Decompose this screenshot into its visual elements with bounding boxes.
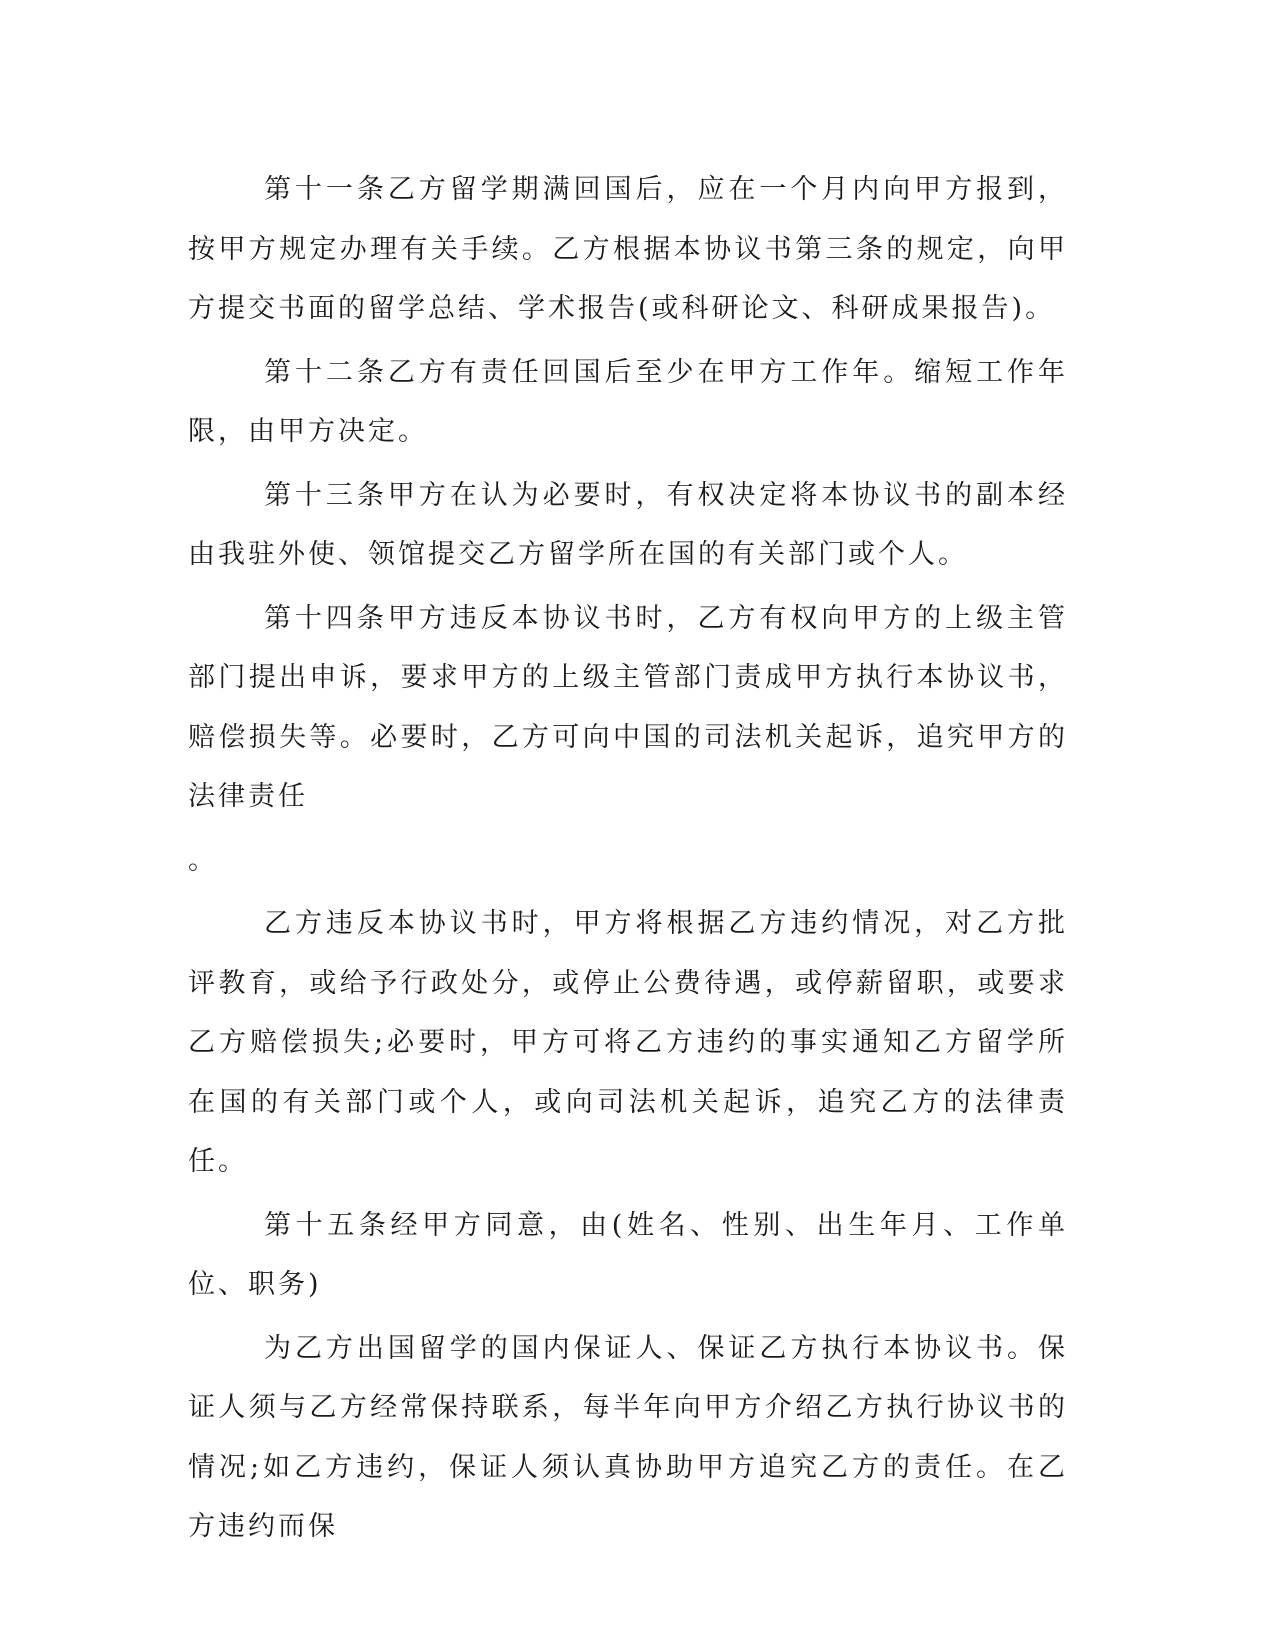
document-body <box>188 160 1068 1557</box>
paragraph-article-13: 第十三条甲方在认为必要时，有权决定将本协议书的副本经由我驻外使、领馆提交乙方留学所在国的有关部门或个人。 <box>188 479 1068 570</box>
paragraph-article-14-trailing-period: 。 <box>188 844 218 876</box>
paragraph-article-15: 第十五条经甲方同意，由(姓名、性别、出生年月、工作单位、职务) <box>188 1209 1068 1300</box>
paragraph-article-11: 第十一条乙方留学期满回国后，应在一个月内向甲方报到，按甲方规定办理有关手续。乙方根据本协议书第三条的规定，向甲方提交书面的留学总结、学术报告(或科研论文、科研成果报告)。 <box>188 174 1068 324</box>
paragraph-guarantor: 为乙方出国留学的国内保证人、保证乙方执行本协议书。保证人须与乙方经常保持联系，每半年向甲方介绍乙方执行协议书的情况;如乙方违约，保证人须认真协助甲方追究乙方的责任。在乙方违约而保 <box>188 1332 1068 1542</box>
paragraph-article-14: 第十四条甲方违反本协议书时，乙方有权向甲方的上级主管部门提出申诉，要求甲方的上级主管部门责成甲方执行本协议书，赔偿损失等。必要时，乙方可向中国的司法机关起诉，追究甲方的法律责任 <box>188 602 1068 812</box>
paragraph-party-b-violation: 乙方违反本协议书时，甲方将根据乙方违约情况，对乙方批评教育，或给予行政处分，或停止公费待遇，或停薪留职，或要求乙方赔偿损失;必要时，甲方可将乙方违约的事实通知乙方留学所在国的有关部门或个人，或向司法机关起诉，追究乙方的法律责任。 <box>188 908 1068 1177</box>
paragraph-article-12: 第十二条乙方有责任回国后至少在甲方工作年。缩短工作年限，由甲方决定。 <box>188 356 1068 447</box>
